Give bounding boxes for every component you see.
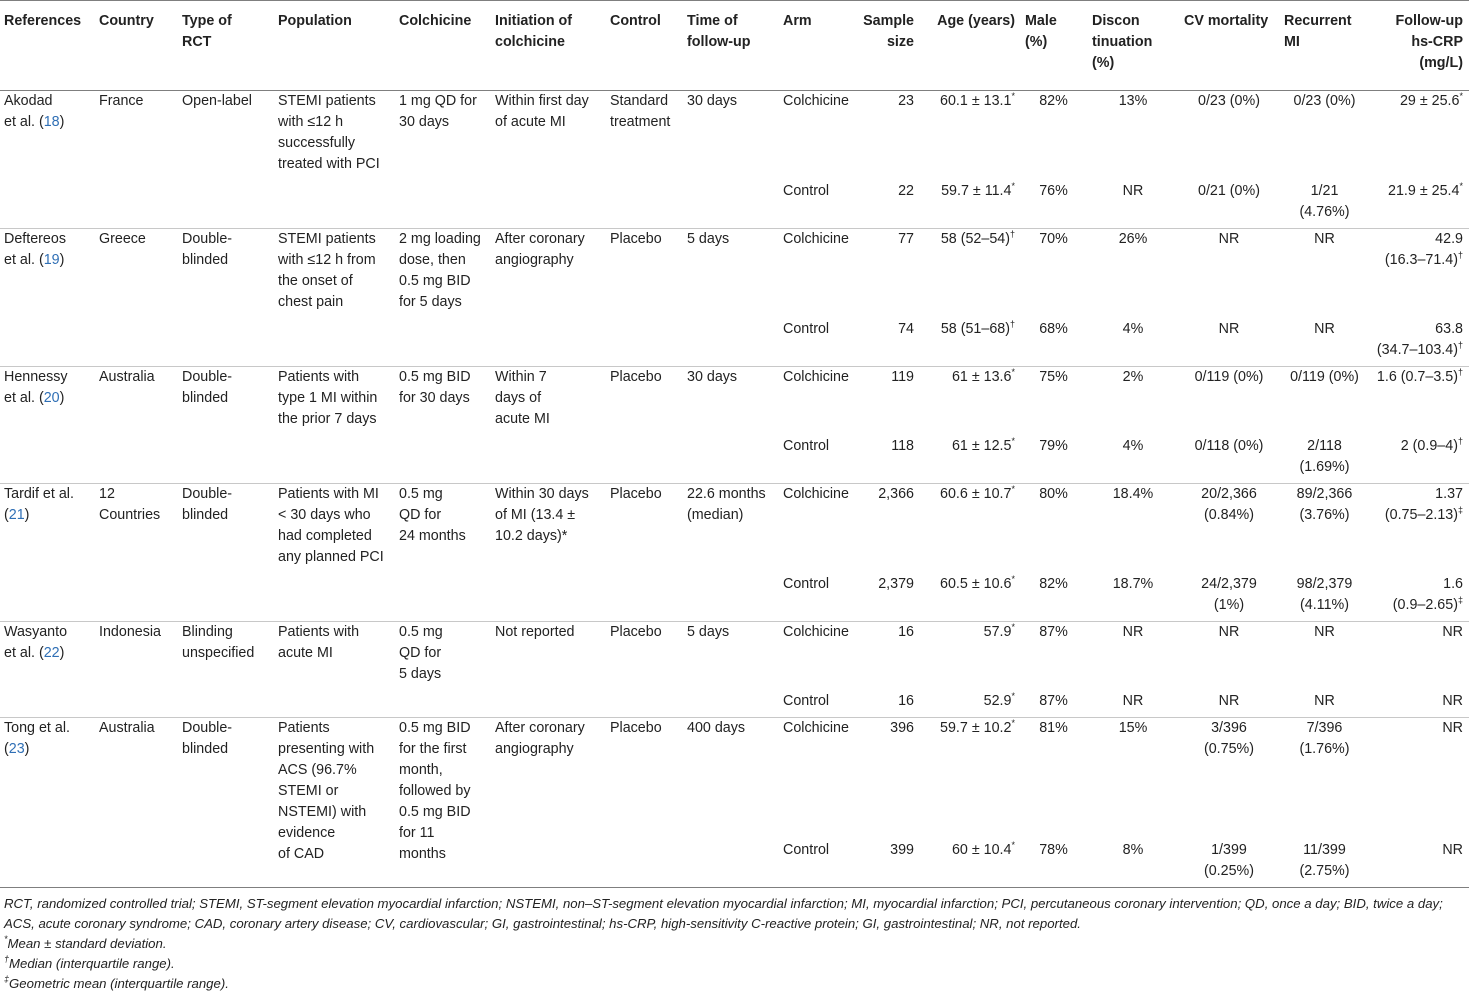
rct-type-cell: Double- blinded: [182, 486, 233, 523]
hs-crp-cell: [1371, 574, 1469, 622]
sample-size-cell: 2,379: [878, 575, 914, 592]
age-footnote-mark: *: [1011, 622, 1015, 632]
footnote-abbreviations: RCT, randomized controlled trial; STEMI, ST-segment elevation myocardial infarction; NSTEMI, non–ST-segment elevation myocardial infarction; MI, myocardial infarction; PCI, percutaneous coronary intervention; QD, once a day; BID, twice a day; ACS, acute coronary syndrome; CAD, coronary artery disease; CV, cardiovascular; GI, gastrointestinal; hs-CRP, high-sensitivity C-reactive protein; GI, gastrointestinal; NR, not reported.: [4, 896, 1443, 931]
hs-crp-cell: [1371, 91, 1469, 181]
arm-cell: Colchicine: [783, 486, 849, 502]
male-percent-cell: 87%: [1039, 692, 1068, 709]
column-header: Initiation of colchicine: [495, 13, 573, 50]
table-row: [0, 622, 1469, 691]
follow-up-time-cell: 5 days: [687, 624, 730, 640]
hs-crp-value: NR: [1442, 720, 1463, 736]
population-cell: Patients presenting with ACS (96.7% STEMI or NSTEMI) with evidence of CAD: [278, 720, 375, 862]
arm-cell: Colchicine: [783, 720, 849, 736]
age-footnote-mark: *: [1011, 718, 1015, 728]
age-value: 59.7 ± 11.4: [941, 182, 1012, 199]
cv-mortality-cell: NR: [1218, 624, 1240, 640]
column-header: Sample size: [863, 13, 914, 50]
colchicine-regimen-cell: 2 mg loading dose, then 0.5 mg BID for 5 days: [399, 231, 481, 310]
column-header: Population: [278, 13, 352, 29]
hs-crp-value: 1.6 (0.9–2.65): [1392, 575, 1463, 613]
column-header: Colchicine: [399, 13, 472, 29]
age-value: 60.5 ± 10.6: [940, 575, 1012, 592]
age-footnote-mark: *: [1011, 484, 1015, 494]
hs-crp-cell: [1371, 367, 1469, 436]
discontinuation-cell: 8%: [1122, 841, 1144, 858]
hs-crp-cell: [1371, 840, 1469, 888]
sample-size-cell: 74: [898, 320, 914, 337]
recurrent-mi-cell: 98/2,379 (4.11%): [1296, 575, 1353, 613]
arm-cell: Control: [783, 841, 830, 858]
control-cell: Standard treatment: [610, 93, 671, 130]
sample-size-cell: 399: [890, 841, 914, 858]
rct-type-cell: Open-label: [182, 93, 252, 109]
control-cell: Placebo: [610, 624, 662, 640]
hs-crp-footnote-mark: †: [1457, 435, 1463, 446]
sample-size-cell: 16: [898, 692, 914, 709]
reference-citation-link[interactable]: 23: [8, 741, 25, 757]
arm-cell: Colchicine: [783, 624, 849, 640]
cv-mortality-cell: 1/399 (0.25%): [1203, 841, 1255, 879]
discontinuation-cell: 13%: [1118, 93, 1148, 109]
reference-name: Wasyanto et al. (: [4, 624, 68, 661]
age-footnote-mark: *: [1011, 690, 1015, 701]
hs-crp-cell: [1371, 229, 1469, 319]
reference-citation-link[interactable]: 20: [43, 390, 60, 406]
discontinuation-cell: 26%: [1118, 231, 1148, 247]
hs-crp-value: 21.9 ± 25.4: [1388, 182, 1460, 199]
age-value: 61 ± 12.5: [951, 437, 1012, 454]
age-value: 58 (51–68): [940, 320, 1010, 337]
initiation-cell: Within 7 days of acute MI: [495, 369, 550, 427]
male-percent-cell: 87%: [1039, 624, 1068, 640]
hs-crp-value: 1.6 (0.7–3.5): [1376, 369, 1458, 385]
population-cell: Patients with type 1 MI within the prior 7 days: [278, 369, 378, 427]
recurrent-mi-cell: NR: [1314, 692, 1335, 709]
hs-crp-cell: [1371, 691, 1469, 718]
hs-crp-footnote-mark: †: [1457, 339, 1463, 350]
recurrent-mi-cell: 0/119 (0%): [1290, 369, 1359, 385]
male-percent-cell: 68%: [1039, 320, 1068, 337]
column-header: Male (%): [1025, 13, 1057, 50]
population-cell: STEMI patients with ≤12 h successfully treated with PCI: [278, 93, 380, 172]
colchicine-regimen-cell: 0.5 mg QD for 24 months: [399, 486, 466, 544]
age-cell: [920, 181, 1021, 229]
table-body: [0, 91, 1469, 888]
hs-crp-footnote-mark: *: [1459, 91, 1463, 101]
cv-mortality-cell: 0/23 (0%): [1198, 93, 1260, 109]
discontinuation-cell: NR: [1122, 624, 1144, 640]
age-value: 60.1 ± 13.1: [940, 93, 1012, 109]
age-footnote-mark: *: [1011, 435, 1015, 446]
age-cell: [920, 691, 1021, 718]
cv-mortality-cell: 3/396 (0.75%): [1203, 720, 1255, 757]
table-row: [0, 367, 1469, 436]
arm-cell: Control: [783, 320, 830, 337]
column-header: Recurrent MI: [1284, 13, 1352, 50]
table-row: [0, 91, 1469, 181]
footnote-mean: *Mean ± standard deviation.: [4, 934, 167, 951]
table-header-row: [0, 1, 1469, 91]
recurrent-mi-cell: NR: [1314, 624, 1335, 640]
rct-type-cell: Double- blinded: [182, 720, 233, 757]
hs-crp-value: NR: [1442, 841, 1463, 858]
column-header: Discon tinuation (%): [1092, 13, 1153, 71]
sample-size-cell: 118: [891, 437, 914, 454]
hs-crp-cell: [1371, 718, 1469, 840]
recurrent-mi-cell: 11/399 (2.75%): [1299, 841, 1350, 879]
reference-name: Tong et al. (: [4, 720, 70, 757]
male-percent-cell: 70%: [1039, 231, 1068, 247]
age-value: 61 ± 13.6: [951, 369, 1012, 385]
follow-up-time-cell: 30 days: [687, 93, 738, 109]
recurrent-mi-cell: 2/118 (1.69%): [1299, 437, 1350, 475]
country-cell: Australia: [99, 369, 155, 385]
table-row: [0, 229, 1469, 319]
arm-cell: Control: [783, 692, 830, 709]
arm-cell: Colchicine: [783, 369, 849, 385]
reference-cell: Wasyanto et al. (22): [4, 624, 68, 661]
reference-cell: Deftereos et al. (19): [4, 231, 66, 268]
colchicine-regimen-cell: 1 mg QD for 30 days: [399, 93, 477, 130]
follow-up-time-cell: 22.6 months (median): [687, 486, 766, 523]
hs-crp-footnote-mark: †: [1457, 250, 1463, 260]
age-value: 60.6 ± 10.7: [940, 486, 1012, 502]
age-footnote-mark: †: [1009, 318, 1015, 329]
column-header: Control: [610, 13, 661, 29]
cv-mortality-cell: NR: [1218, 692, 1240, 709]
age-value: 59.7 ± 10.2: [940, 720, 1012, 736]
control-cell: Placebo: [610, 486, 662, 502]
male-percent-cell: 81%: [1039, 720, 1068, 736]
age-cell: [920, 436, 1021, 484]
sample-size-cell: 23: [898, 93, 914, 109]
reference-citation-link[interactable]: 22: [43, 645, 60, 661]
colchicine-regimen-cell: 0.5 mg QD for 5 days: [399, 624, 443, 682]
sample-size-cell: 2,366: [878, 486, 914, 502]
hs-crp-value: NR: [1442, 692, 1463, 709]
cv-mortality-cell: 20/2,366 (0.84%): [1201, 486, 1257, 523]
rct-type-cell: Blinding unspecified: [182, 624, 255, 661]
discontinuation-cell: 18.7%: [1112, 575, 1154, 592]
recurrent-mi-cell: 89/2,366 (3.76%): [1296, 486, 1353, 523]
male-percent-cell: 76%: [1039, 182, 1068, 199]
reference-cell: Akodad et al. (18): [4, 93, 65, 130]
arm-cell: Colchicine: [783, 93, 849, 109]
hs-crp-cell: [1371, 319, 1469, 367]
age-footnote-mark: *: [1011, 839, 1015, 850]
reference-name: Deftereos et al. (: [4, 231, 66, 268]
population-cell: STEMI patients with ≤12 h from the onset of chest pain: [278, 231, 376, 310]
column-header: Country: [99, 13, 154, 29]
arm-cell: Control: [783, 182, 830, 199]
country-cell: Australia: [99, 720, 155, 736]
hs-crp-value: 29 ± 25.6: [1399, 93, 1460, 109]
age-footnote-mark: *: [1011, 180, 1015, 191]
control-cell: Placebo: [610, 231, 662, 247]
country-cell: Greece: [99, 231, 146, 247]
discontinuation-cell: 4%: [1122, 320, 1144, 337]
footnote-geometric-mean: ‡Geometric mean (interquartile range).: [4, 974, 229, 991]
rct-type-cell: Double- blinded: [182, 369, 233, 406]
hs-crp-footnote-mark: ‡: [1457, 594, 1463, 605]
discontinuation-cell: 15%: [1118, 720, 1148, 736]
discontinuation-cell: 18.4%: [1112, 486, 1154, 502]
hs-crp-footnote-mark: ‡: [1457, 505, 1463, 515]
hs-crp-footnote-mark: †: [1457, 367, 1463, 377]
age-cell: [920, 229, 1021, 319]
age-footnote-mark: *: [1011, 573, 1015, 584]
initiation-cell: After coronary angiography: [495, 720, 585, 757]
age-cell: [920, 319, 1021, 367]
colchicine-regimen-cell: 0.5 mg BID for the first month, followed by 0.5 mg BID for 11 months: [399, 720, 471, 862]
country-cell: Indonesia: [99, 624, 162, 640]
initiation-cell: Within 30 days of MI (13.4 ± 10.2 days)*: [495, 486, 589, 544]
recurrent-mi-cell: NR: [1314, 320, 1335, 337]
male-percent-cell: 82%: [1039, 93, 1068, 109]
recurrent-mi-cell: 7/396 (1.76%): [1299, 720, 1350, 757]
cv-mortality-cell: 0/21 (0%): [1198, 182, 1260, 199]
sample-size-cell: 16: [898, 624, 914, 640]
table-footnotes: [4, 894, 1464, 994]
column-header: CV mortality: [1184, 13, 1269, 29]
reference-name: Tardif et al. (: [4, 486, 74, 523]
follow-up-time-cell: 30 days: [687, 369, 738, 385]
recurrent-mi-cell: NR: [1314, 231, 1335, 247]
age-value: 57.9: [983, 624, 1012, 640]
column-header: References: [4, 13, 82, 29]
reference-cell: Tardif et al. (21): [4, 486, 74, 523]
country-cell: France: [99, 93, 144, 109]
age-value: 52.9: [983, 692, 1012, 709]
initiation-cell: Not reported: [495, 624, 575, 640]
hs-crp-footnote-mark: *: [1459, 180, 1463, 191]
hs-crp-value: 2 (0.9–4): [1400, 437, 1458, 454]
sample-size-cell: 22: [898, 182, 914, 199]
hs-crp-cell: [1371, 436, 1469, 484]
reference-citation-link[interactable]: 19: [43, 252, 60, 268]
age-cell: [920, 367, 1021, 436]
age-footnote-mark: *: [1011, 367, 1015, 377]
age-cell: [920, 718, 1021, 840]
rct-type-cell: Double- blinded: [182, 231, 233, 268]
hs-crp-cell: [1371, 181, 1469, 229]
male-percent-cell: 78%: [1039, 841, 1068, 858]
footnote-median: †Median (interquartile range).: [4, 954, 175, 971]
discontinuation-cell: NR: [1122, 692, 1144, 709]
hs-crp-value: 63.8 (34.7–103.4): [1376, 320, 1463, 358]
initiation-cell: Within first day of acute MI: [495, 93, 589, 130]
arm-cell: Control: [783, 437, 830, 454]
column-header: Arm: [783, 13, 812, 29]
male-percent-cell: 75%: [1039, 369, 1068, 385]
hs-crp-value: 42.9 (16.3–71.4): [1384, 231, 1463, 268]
age-cell: [920, 574, 1021, 622]
age-cell: [920, 622, 1021, 691]
population-cell: Patients with acute MI: [278, 624, 360, 661]
age-value: 60 ± 10.4: [951, 841, 1012, 858]
reference-citation-link[interactable]: 21: [8, 507, 25, 523]
column-header: Age (years): [937, 13, 1015, 29]
reference-cell: Tong et al. (23): [4, 720, 70, 757]
hs-crp-cell: [1371, 484, 1469, 574]
cv-mortality-cell: 0/119 (0%): [1194, 369, 1264, 385]
age-value: 58 (52–54): [940, 231, 1010, 247]
table-row: [0, 718, 1469, 840]
control-cell: Placebo: [610, 369, 662, 385]
sample-size-cell: 396: [890, 720, 914, 736]
sample-size-cell: 119: [891, 369, 914, 385]
table-row: [0, 484, 1469, 574]
arm-cell: Colchicine: [783, 231, 849, 247]
male-percent-cell: 79%: [1039, 437, 1068, 454]
initiation-cell: After coronary angiography: [495, 231, 585, 268]
follow-up-time-cell: 400 days: [687, 720, 746, 736]
male-percent-cell: 80%: [1039, 486, 1068, 502]
discontinuation-cell: 2%: [1122, 369, 1144, 385]
age-cell: [920, 840, 1021, 888]
column-header: Type of RCT: [182, 13, 232, 50]
hs-crp-value: NR: [1442, 624, 1463, 640]
cv-mortality-cell: NR: [1218, 320, 1240, 337]
country-cell: 12 Countries: [99, 486, 161, 523]
hs-crp-value: 1.37 (0.75–2.13): [1384, 486, 1463, 523]
follow-up-time-cell: 5 days: [687, 231, 730, 247]
cv-mortality-cell: NR: [1218, 231, 1240, 247]
recurrent-mi-cell: 1/21 (4.76%): [1299, 182, 1350, 220]
control-cell: Placebo: [610, 720, 662, 736]
column-header: Time of follow-up: [687, 13, 751, 50]
hs-crp-cell: [1371, 622, 1469, 691]
reference-cell: Hennessy et al. (20): [4, 369, 68, 406]
colchicine-regimen-cell: 0.5 mg BID for 30 days: [399, 369, 471, 406]
age-cell: [920, 484, 1021, 574]
reference-citation-link[interactable]: 18: [43, 114, 60, 130]
reference-name: Akodad et al. (: [4, 93, 53, 130]
age-footnote-mark: †: [1009, 229, 1015, 239]
arm-cell: Control: [783, 575, 830, 592]
population-cell: Patients with MI < 30 days who had completed any planned PCI: [278, 486, 384, 565]
discontinuation-cell: 4%: [1122, 437, 1144, 454]
discontinuation-cell: NR: [1122, 182, 1144, 199]
recurrent-mi-cell: 0/23 (0%): [1293, 93, 1356, 109]
reference-name: Hennessy et al. (: [4, 369, 68, 406]
age-footnote-mark: *: [1011, 91, 1015, 101]
column-header: Follow-up hs-CRP (mg/L): [1395, 13, 1463, 71]
cv-mortality-cell: 24/2,379 (1%): [1201, 575, 1257, 613]
male-percent-cell: 82%: [1039, 575, 1068, 592]
age-cell: [920, 91, 1021, 181]
sample-size-cell: 77: [898, 231, 914, 247]
cv-mortality-cell: 0/118 (0%): [1194, 437, 1264, 454]
